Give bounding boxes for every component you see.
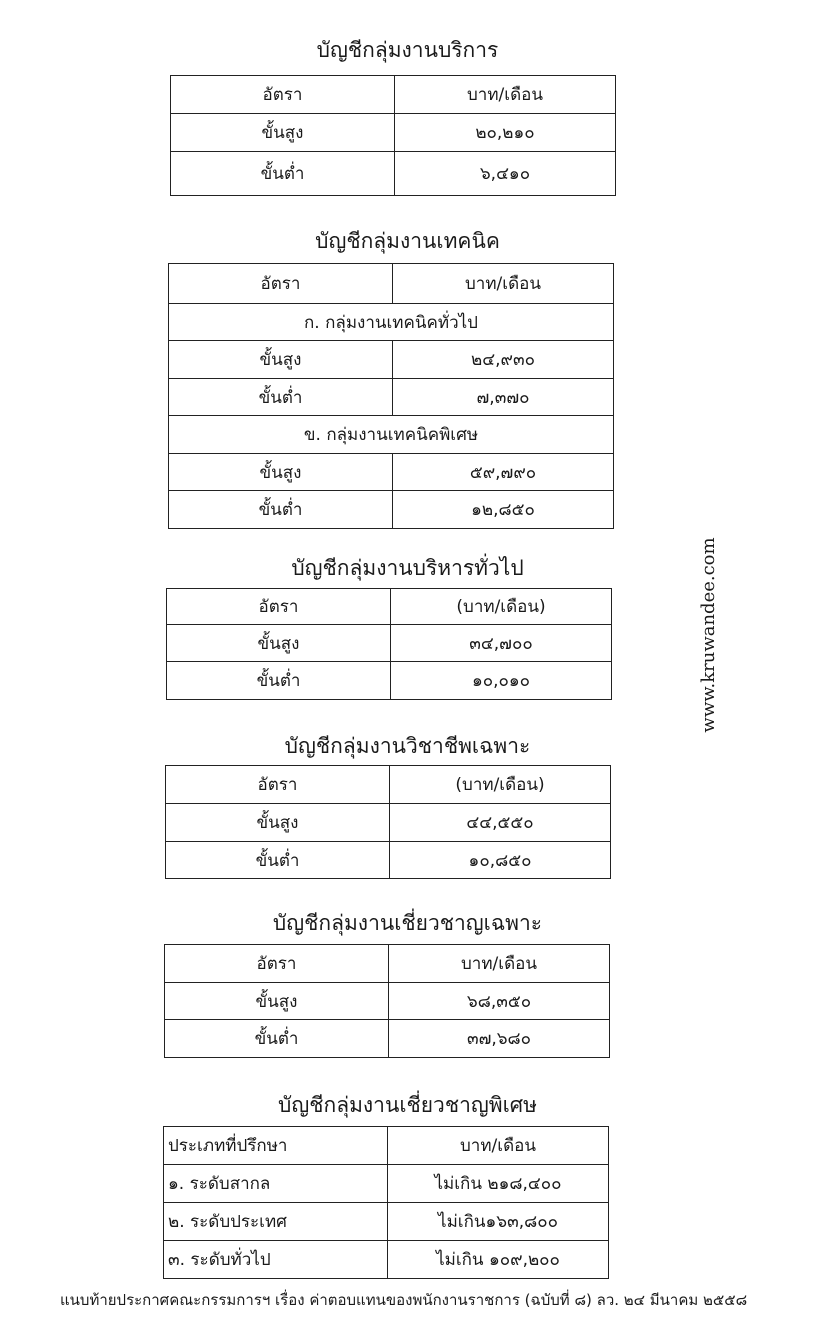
header-rate: อัตรา [166, 766, 390, 804]
header-consultant-type: ประเภทที่ปรึกษา [164, 1127, 388, 1165]
row-label: ๑. ระดับสากล [164, 1165, 388, 1203]
row-label: ขั้นสูง [171, 114, 395, 152]
row-value: ๒๔,๙๓๐ [393, 341, 614, 379]
group-row [169, 416, 614, 454]
row-label: ขั้นสูง [165, 983, 389, 1020]
watermark: www.kruwandee.com [698, 537, 719, 733]
row-value: ๑๒,๘๕๐ [393, 491, 614, 529]
title-service: บัญชีกลุ่มงานบริการ [316, 38, 499, 62]
row-label: ขั้นสูง [169, 454, 393, 491]
row-value: ๑๐,๐๑๐ [391, 662, 612, 700]
row-label: ขั้นต่ำ [171, 152, 395, 196]
table-service [170, 75, 616, 196]
row-label: ๓. ระดับทั่วไป [164, 1241, 388, 1279]
table-row [164, 1165, 609, 1203]
header-baht-month: (บาท/เดือน) [390, 766, 611, 804]
title-expert: บัญชีกลุ่มงานเชี่ยวชาญเฉพาะ [272, 911, 543, 935]
header-rate: อัตรา [165, 945, 389, 983]
row-value: ๑๐,๘๕๐ [390, 842, 611, 879]
row-value: ไม่เกิน ๒๑๘,๔๐๐ [388, 1165, 609, 1203]
header-rate: อัตรา [169, 264, 393, 304]
table-professional [165, 765, 611, 879]
table-technical [168, 263, 614, 529]
table-header-row [165, 945, 610, 983]
table-row [169, 341, 614, 379]
header-baht-month: บาท/เดือน [388, 1127, 609, 1165]
group-row [169, 304, 614, 341]
row-label: ขั้นต่ำ [169, 491, 393, 529]
table-expert [164, 944, 610, 1058]
group-b-label: ข. กลุ่มงานเทคนิคพิเศษ [169, 416, 614, 454]
table-row [171, 114, 616, 152]
row-value: ๒๐,๒๑๐ [395, 114, 616, 152]
row-label: ขั้นต่ำ [167, 662, 391, 700]
title-general-admin: บัญชีกลุ่มงานบริหารทั่วไป [291, 556, 524, 580]
header-rate: อัตรา [167, 589, 391, 625]
row-label: ขั้นสูง [166, 804, 390, 842]
table-row [167, 662, 612, 700]
row-label: ขั้นต่ำ [169, 379, 393, 416]
row-label: ๒. ระดับประเทศ [164, 1203, 388, 1241]
table-row [169, 491, 614, 529]
table-header-row [166, 766, 611, 804]
title-professional: บัญชีกลุ่มงานวิชาชีพเฉพาะ [284, 734, 531, 758]
row-value: ๖,๔๑๐ [395, 152, 616, 196]
footer-note: แนบท้ายประกาศคณะกรรมการฯ เรื่อง ค่าตอบแทนของพนักงานราชการ (ฉบับที่ ๘) ลว. ๒๔ มีนาคม ๒๕๕๘ [60, 1291, 748, 1309]
header-rate: อัตรา [171, 76, 395, 114]
header-baht-month: (บาท/เดือน) [391, 589, 612, 625]
table-row [166, 804, 611, 842]
group-a-label: ก. กลุ่มงานเทคนิคทั่วไป [169, 304, 614, 341]
title-special-expert: บัญชีกลุ่มงานเชี่ยวชาญพิเศษ [278, 1093, 537, 1117]
table-row [169, 379, 614, 416]
table-row [167, 625, 612, 662]
header-baht-month: บาท/เดือน [395, 76, 616, 114]
table-header-row [169, 264, 614, 304]
table-row [165, 983, 610, 1020]
table-header-row [171, 76, 616, 114]
row-value: ๖๘,๓๕๐ [389, 983, 610, 1020]
table-row [169, 454, 614, 491]
header-baht-month: บาท/เดือน [389, 945, 610, 983]
row-label: ขั้นสูง [167, 625, 391, 662]
row-label: ขั้นต่ำ [166, 842, 390, 879]
row-value: ๕๙,๗๙๐ [393, 454, 614, 491]
row-value: ไม่เกิน๑๖๓,๘๐๐ [388, 1203, 609, 1241]
table-header-row [167, 589, 612, 625]
row-label: ขั้นสูง [169, 341, 393, 379]
table-row [164, 1203, 609, 1241]
row-value: ๔๔,๕๕๐ [390, 804, 611, 842]
table-special-expert [163, 1126, 609, 1279]
header-baht-month: บาท/เดือน [393, 264, 614, 304]
table-row [166, 842, 611, 879]
table-row [171, 152, 616, 196]
table-header-row [164, 1127, 609, 1165]
title-technical: บัญชีกลุ่มงานเทคนิค [315, 229, 500, 253]
row-value: ๓๗,๖๘๐ [389, 1020, 610, 1058]
table-general-admin [166, 588, 612, 700]
row-value: ไม่เกิน ๑๐๙,๒๐๐ [388, 1241, 609, 1279]
row-value: ๓๔,๗๐๐ [391, 625, 612, 662]
row-value: ๗,๓๗๐ [393, 379, 614, 416]
table-row [165, 1020, 610, 1058]
table-row [164, 1241, 609, 1279]
row-label: ขั้นต่ำ [165, 1020, 389, 1058]
